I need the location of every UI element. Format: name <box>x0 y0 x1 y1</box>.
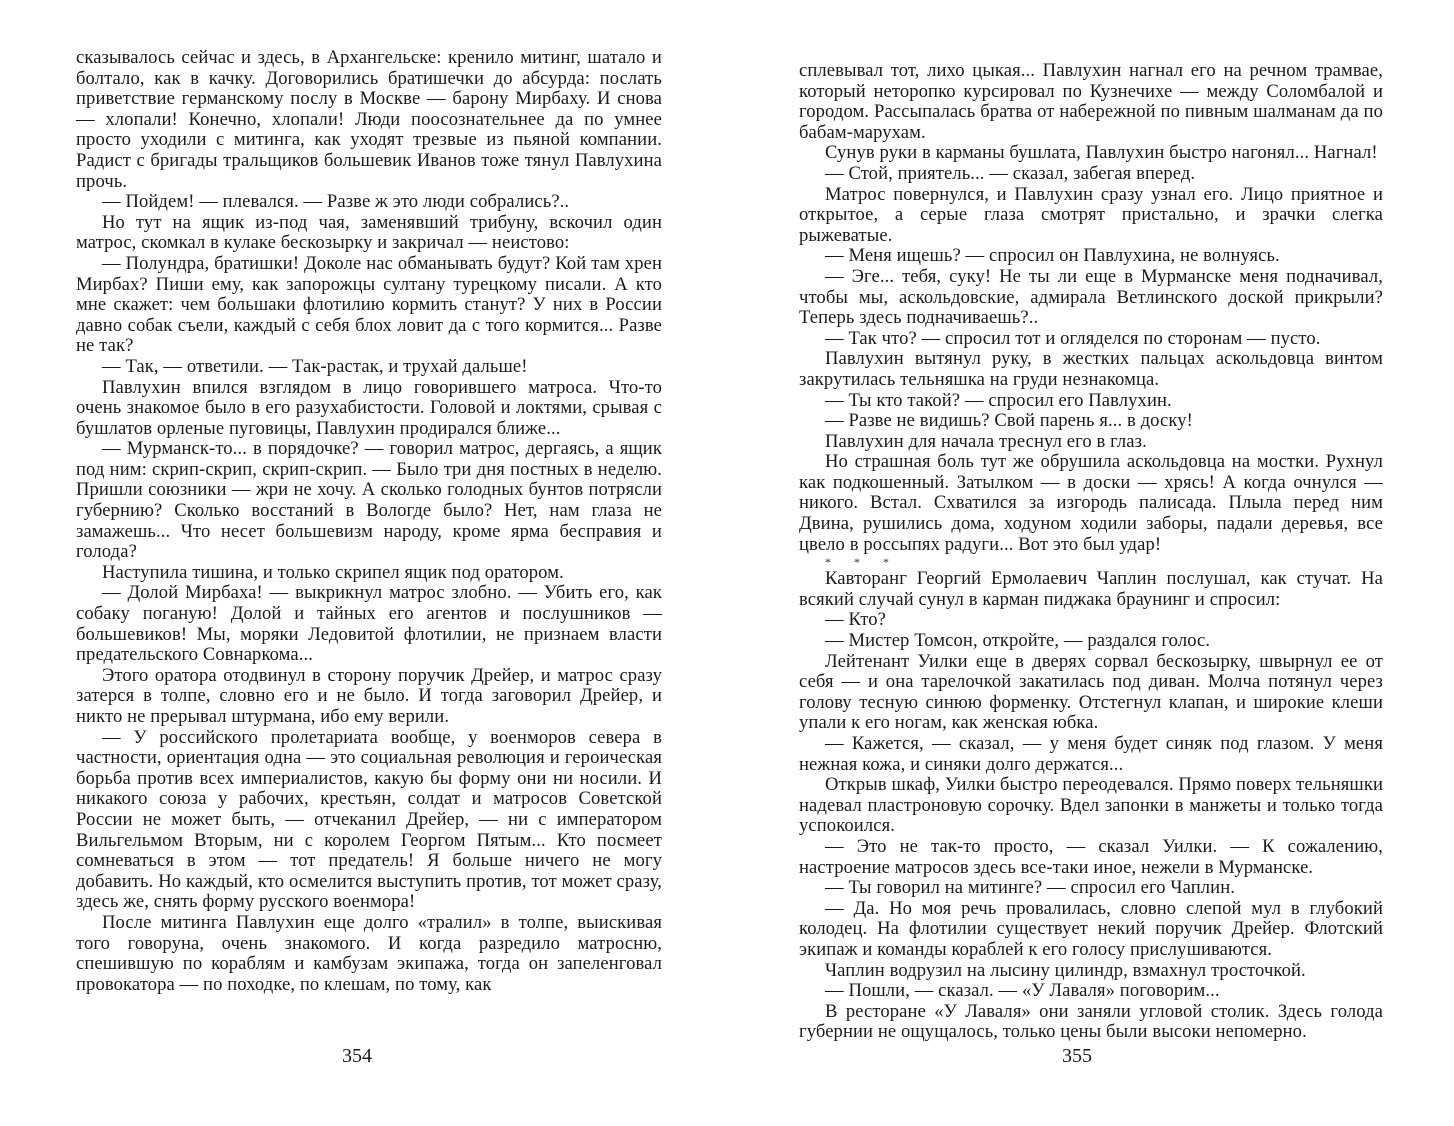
paragraph: сказывалось сейчас и здесь, в Архангельске: кренило митинг, шатало и болтало, как в качку. Договорились братишечки до абсурда: послать приветствие германскому послу в Москве — барону Мирбаху. И снова — хлопали! Конечно, хлопали! Люди поосознательнее да по умнее просто уходили с митинга, как уходят трезвые из пьяной компании. Радист с бригады тральщиков большевик Иванов тоже тянул Павлухина прочь. <box>76 47 662 192</box>
section-break: * * * <box>825 555 899 570</box>
paragraph: — Кто? <box>825 609 886 631</box>
paragraph: — Мурманск-то... в порядочке? — говорил матрос, дергаясь, а ящик под ним: скрип-скрип, скрип-скрип. — Было три дня постных в неделю. Пришли союзники — жри не хочу. А сколько голодных бунтов потрясли губернию? Сколько восстаний в Вологде было? Нет, нам глаза не замажешь... Что несет большевизм народу, кроме ярма бесправия и голода? <box>76 438 662 563</box>
left-page-text <box>76 48 662 995</box>
right-page <box>727 0 1454 1126</box>
paragraph: Но тут на ящик из-под чая, заменявший трибуну, вскочил один матрос, скомкал в кулаке бескозырку и закричал — неистово: <box>76 211 662 254</box>
paragraph: Наступила тишина, и только скрипел ящик под оратором. <box>102 561 564 583</box>
paragraph: — Стой, приятель... — сказал, забегая вперед. <box>825 162 1196 184</box>
paragraph: Этого оратора отодвинул в сторону поручик Дрейер, и матрос сразу затерся в толпе, словно его и не было. И тогда заговорил Дрейер, и никто не прерывал штурмана, ибо ему верили. <box>76 664 662 727</box>
paragraph: Павлухин для начала треснул его в глаз. <box>825 430 1147 452</box>
paragraph: Лейтенант Уилки еще в дверях сорвал бескозырку, швырнул ее от себя — и она тарелочкой закатилась под диван. Молча потянул через голову тесную синюю форменку. Отстегнул клапан, и широкие клеши упали к его ногам, как женская юбка. <box>799 650 1383 734</box>
paragraph: — Ты говорил на митинге? — спросил его Чаплин. <box>825 877 1235 899</box>
paragraph: Но страшная боль тут же обрушила аскольдовца на мостки. Рухнул как подкошенный. Затылком — в доски — хрясь! А когда очнулся — никого. Встал. Схватился за изгородь палисада. Плыла перед ним Двина, рушились дома, ходуном ходили заборы, падали деревья, все цвело в россыпях радуги... Вот это был удар! <box>799 451 1383 555</box>
page-number: 354 <box>342 1045 372 1067</box>
paragraph: — Эге... тебя, суку! Не ты ли еще в Мурманске меня подначивал, чтобы мы, аскольдовские, адмирала Ветлинского доской прикрыли? Теперь здесь подначиваешь?.. <box>799 265 1383 329</box>
paragraph: Открыв шкаф, Уилки быстро переодевался. Прямо поверх тельняшки надевал пластроновую сорочку. Вдел запонки в манжеты и только тогда успокоился. <box>799 774 1383 837</box>
paragraph: — Пойдем! — плевался. — Разве ж это люди собрались?.. <box>102 191 570 213</box>
paragraph: Павлухин впился взглядом в лицо говорившего матроса. Что-то очень знакомое было в его разухабистости. Головой и локтями, срывая с бушлатов орленые пуговицы, Павлухин продирался ближе... <box>76 376 662 439</box>
paragraph: — Да. Но моя речь провалилась, словно слепой мул в глубокий колодец. На флотилии существует некий поручик Дрейер. Флотский экипаж и команды кораблей к его голосу прислушиваются. <box>799 897 1383 960</box>
paragraph: После митинга Павлухин еще долго «тралил» в толпе, выискивая того говоруна, очень знакомого. И когда разредило матросню, спешившую по кораблям и камбузам экипажа, тогда он запеленговал провокатора — по походке, по клешам, по тому, как <box>76 911 662 995</box>
paragraph: — Долой Мирбаха! — выкрикнул матрос злобно. — Убить его, как собаку поганую! Долой и тайных его агентов и послушников — большевиков! Мы, моряки Ледовитой флотилии, не признаем власти предательского Совнаркома... <box>76 582 662 666</box>
paragraph: — Пошли, — сказал. — «У Лаваля» поговорим... <box>825 980 1220 1002</box>
paragraph: — Разве не видишь? Свой парень я... в доску! <box>825 410 1193 432</box>
paragraph: Чаплин водрузил на лысину цилиндр, взмахнул тросточкой. <box>825 959 1306 981</box>
paragraph: — У российского пролетариата вообще, у военморов севера в частности, ориентация одна — это социальная революция и героическая борьба против всех империалистов, какую бы форму они ни носили. И никакого союза у рабочих, крестьян, солдат и матросов Советской России не может быть, — отчеканил Дрейер, — ни с императором Вильгельмом Вторым, ни с королем Георгом Пятым... Кто посмеет сомневаться в этом — тот предатель! Я больше ничего не могу добавить. Но каждый, кто осмелится выступить против, тот может сразу, здесь же, снять форму русского военмора! <box>76 726 662 913</box>
paragraph: — Полундра, братишки! Доколе нас обманывать будут? Кой там хрен Мирбах? Пиши ему, как запорожцы султану турецкому писали. А кто мне скажет: чем большаки флотилию кормить станут? У них в России давно собак съели, каждый с себя блох ловит да с того кормится... Разве не так? <box>76 252 662 357</box>
paragraph: Матрос повернулся, и Павлухин сразу узнал его. Лицо приятное и открытое, а серые глаза смотрят пристально, и зрачки слегка рыжеватые. <box>799 183 1383 246</box>
page-number: 355 <box>1062 1045 1092 1067</box>
paragraph: — Так, — ответили. — Так-растак, и трухай дальше! <box>102 355 528 377</box>
paragraph: В ресторане «У Лаваля» они заняли угловой столик. Здесь голода губернии не ощущалось, только цены были высоки непомерно. <box>799 1000 1383 1043</box>
paragraph: — Это не так-то просто, — сказал Уилки. — К сожалению, настроение матросов здесь все-таки иное, нежели в Мурманске. <box>799 835 1383 878</box>
paragraph: Сунув руки в карманы бушлата, Павлухин быстро нагонял... Нагнал! <box>825 142 1378 164</box>
paragraph: — Кажется, — сказал, — у меня будет синяк под глазом. У меня нежная кожа, и синяки долго держатся... <box>799 733 1383 775</box>
paragraph: Павлухин вытянул руку, в жестких пальцах аскольдовца винтом закрутилась тельняшка на груди незнакомца. <box>799 348 1383 390</box>
paragraph: — Так что? — спросил тот и огляделся по сторонам — пусто. <box>825 327 1321 349</box>
paragraph: сплевывал тот, лихо цыкая... Павлухин нагнал его на речном трамвае, который неторопко курсировал по Кузнечихе — между Соломбалой и городом. Рассыпалась братва от набережной по пивным шалманам да по бабам-марухам. <box>799 60 1383 143</box>
paragraph: Кавторанг Георгий Ермолаевич Чаплин послушал, как стучат. На всякий случай сунул в карман пиджака браунинг и спросил: <box>799 568 1383 610</box>
paragraph: — Ты кто такой? — спросил его Павлухин. <box>825 389 1172 411</box>
paragraph: — Меня ищешь? — спросил он Павлухина, не волнуясь. <box>825 245 1280 267</box>
right-page-text <box>799 61 1383 1043</box>
paragraph: — Мистер Томсон, откройте, — раздался голос. <box>825 630 1211 652</box>
